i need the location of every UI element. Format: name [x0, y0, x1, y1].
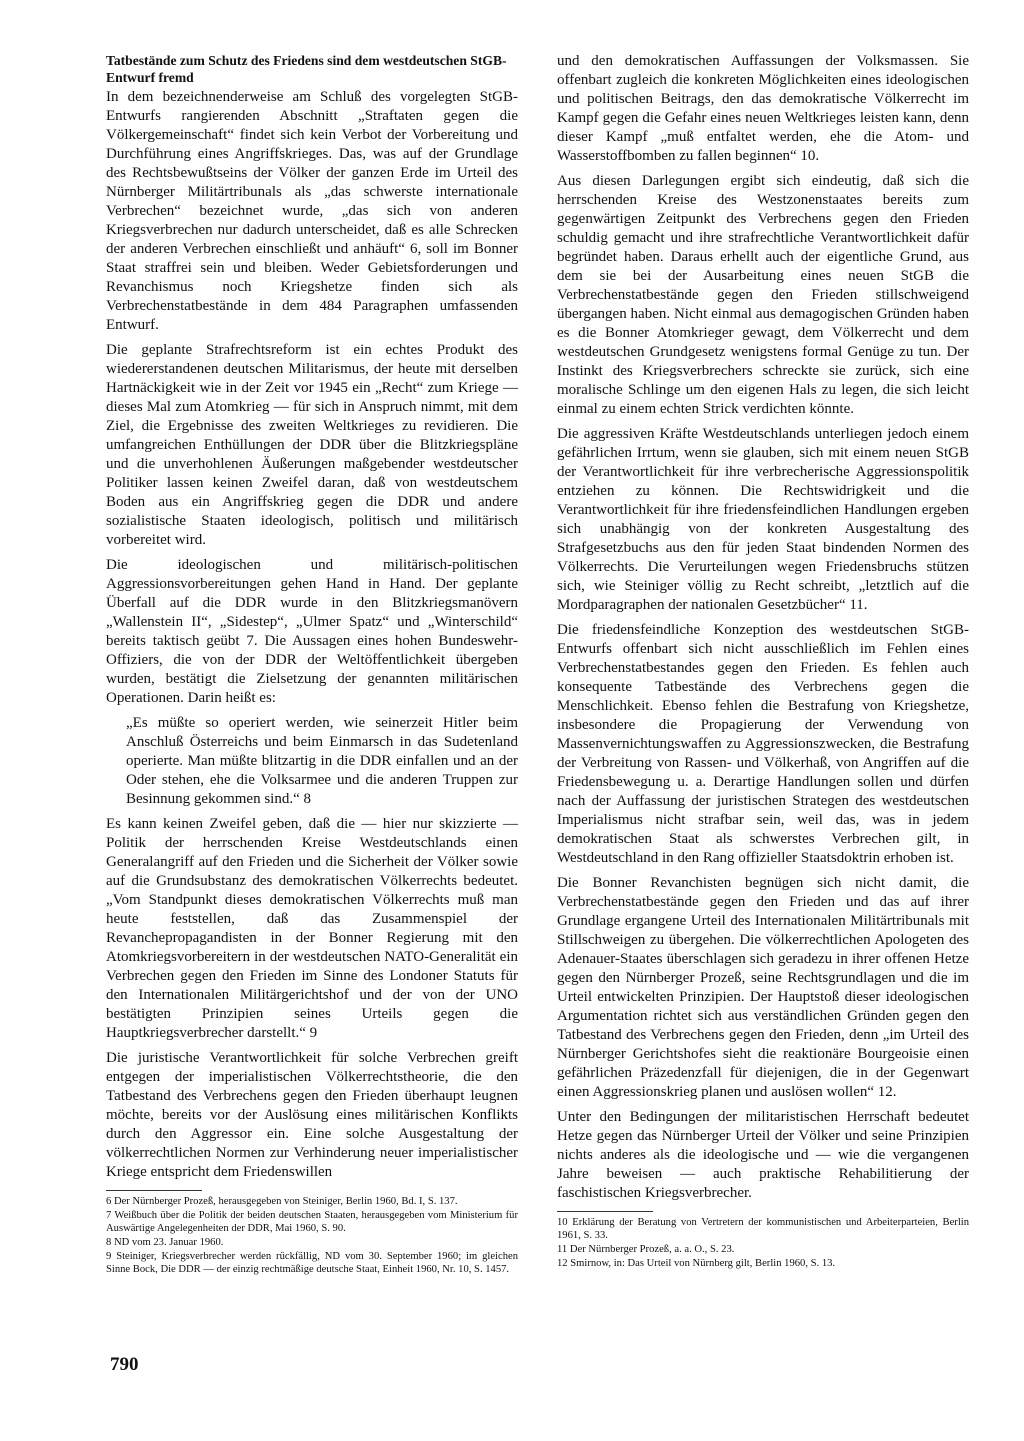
body-paragraph: Unter den Bedingungen der militaristischen Herrschaft bedeutet Hetze gegen das Nürnberger Urteil der Völker und seine Prinzipien nichts anderes als die ideologische und — wie die vergangenen Jahre beweisen — auch praktische Rehabilitierung der faschistischen Kriegsverbrecher. — [557, 1109, 969, 1201]
footnote-divider — [106, 1190, 202, 1191]
footnote: 9 Steiniger, Kriegsverbrecher werden rückfällig, ND vom 30. September 1960; im gleichen Sinne Bock, Die DDR — der einzig rechtmäßige deutsche Staat, Einheit 1960, Nr. 10, S. 1457. — [106, 1251, 518, 1275]
footnote-divider — [557, 1211, 653, 1212]
body-paragraph: Die juristische Verantwortlichkeit für solche Verbrechen greift entgegen der imperialistischen Völkerrechtstheorie, die den Tatbestand des Verbrechens gegen den Frieden überhaupt leugnen möchte, bereits vor der Auslösung eines militärischen Konflikts durch den Aggressor ein. Eine solche Ausgestaltung der völkerrechtlichen Normen zur Verhinderung neuer imperialistischer Kriege entspricht dem Friedenswillen — [106, 1050, 518, 1180]
body-paragraph: Die aggressiven Kräfte Westdeutschlands unterliegen jedoch einem gefährlichen Irrtum, wenn sie glauben, sich mit einem neuen StGB der Verantwortlichkeit für ihre verbrecherische Aggressionspolitik entziehen zu können. Die Rechtswidrigkeit und die Verantwortlichkeit für ihre friedensfeindlichen Handlungen ergeben sich unabhängig von der konkreten Ausgestaltung des Strafgesetzbuchs aus den für jeden Staat bindenden Normen des Völkerrechts. Die Verurteilungen wegen Friedensbruchs stützen sich, wie Steiniger völlig zu Recht schreibt, „letztlich auf die Mordparagraphen der nationalen Gesetzbücher“ 11. — [557, 426, 969, 613]
footnote: 11 Der Nürnberger Prozeß, a. a. O., S. 23. — [557, 1244, 735, 1255]
page-number: 790 — [110, 1354, 139, 1375]
body-paragraph: und den demokratischen Auffassungen der Volksmassen. Sie offenbart zugleich die konkreten Möglichkeiten eines ideologischen und politischen Beitrags, den das demokratische Völkerrecht im Kampf gegen die Gefahr eines neuen Weltkrieges leisten kann, denn dieser Kampf „muß entfaltet werden, ehe die Atom- und Wasserstoffbomben zu fallen beginnen“ 10. — [557, 53, 969, 164]
block-quote: „Es müßte so operiert werden, wie seinerzeit Hitler beim Anschluß Österreichs und beim Einmarsch in das Sudetenland operierte. Man müßte blitzartig in die DDR einfallen und an der Oder stehen, ehe die Volksarmee und die anderen Truppen zur Besinnung gekommen sind.“ 8 — [126, 715, 518, 807]
footnote: 7 Weißbuch über die Politik der beiden deutschen Staaten, herausgegeben vom Ministerium für Auswärtige Angelegenheiten der DDR, Mai 1960, S. 90. — [106, 1210, 518, 1234]
body-paragraph: Die Bonner Revanchisten begnügen sich nicht damit, die Verbrechenstatbestände gegen den Frieden und das auf ihrer Grundlage ergangene Urteil des Internationalen Militärtribunals mit Stillschweigen zu übergehen. Die völkerrechtlichen Apologeten des Adenauer-Staates überschlagen sich geradezu in ihrer offenen Hetze gegen den Nürnberger Prozeß, seine Rechtsgrundlagen und die im Urteil entwickelten Prinzipien. Der Hauptstoß dieser ideologischen Argumentation richtet sich aus verständlichen Gründen gegen den Tatbestand des Verbrechens gegen den Frieden, denn „im Urteil des Nürnberger Gerichtshofes sieht die reaktionäre Bourgeoisie einen gefährlichen Präzedenzfall für diejenigen, die in der Gegenwart einen Aggressionskrieg planen und auslösen wollen“ 12. — [557, 875, 969, 1100]
footnote: 8 ND vom 23. Januar 1960. — [106, 1237, 224, 1248]
right-column — [557, 52, 969, 1271]
body-paragraph: Die friedensfeindliche Konzeption des westdeutschen StGB-Entwurfs offenbart sich nicht ausschließlich im Fehlen eines Verbrechenstatbestandes gegen den Frieden. Es fehlen auch konsequente Tatbestände des Verbrechens gegen die Menschlichkeit. Ebenso fehlen die Bestrafung von Kriegshetze, insbesondere die Propagierung der Verwendung von Massenvernichtungswaffen zu Aggressionszwecken, die Bestrafung der Verbreitung von Rassen- und Völkerhaß, von Angriffen auf die Friedensbewegung u. a. Derartige Handlungen sollen und dürfen nach der Auffassung der juristischen Strategen des westdeutschen Imperialismus nicht strafbar sein, weil das, was in jedem demokratischen Staat als schwerstes Verbrechen gilt, in Westdeutschland in den Rang offizieller Staatsdoktrin erhoben ist. — [557, 622, 969, 866]
footnote: 12 Smirnow, in: Das Urteil von Nürnberg gilt, Berlin 1960, S. 13. — [557, 1258, 836, 1269]
body-paragraph: Es kann keinen Zweifel geben, daß die — hier nur skizzierte — Politik der herrschenden Kreise Westdeutschlands einen Generalangriff auf den Frieden und die Sicherheit der Völker sowie auf die Grundsubstanz des demokratischen Völkerrechts bedeutet. „Vom Standpunkt dieses demokratischen Völkerrechts muß man heute feststellen, daß das Zusammenspiel der Revanchepropagandisten in der Bonner Regierung mit den Atomkriegsvorbereitern in der westdeutschen NATO-Generalität ein Verbrechen gegen den Frieden im Sinne des Londoner Statuts für den Internationalen Militärgerichtshof und der von der UNO bestätigten Prinzipien seines Urteils gegen die Hauptkriegsverbrecher darstellt.“ 9 — [106, 816, 518, 1041]
footnote: 6 Der Nürnberger Prozeß, herausgegeben von Steiniger, Berlin 1960, Bd. I, S. 137. — [106, 1196, 458, 1207]
body-paragraph: Aus diesen Darlegungen ergibt sich eindeutig, daß sich die herrschenden Kreise des Westzonenstaates bereits zum gegenwärtigen Zeitpunkt des Verbrechens gegen den Frieden schuldig gemacht und ihre strafrechtliche Verantwortlichkeit dafür begründet haben. Daraus erhellt auch der eigentliche Grund, aus dem sie bei der Ausarbeitung eines neuen StGB die Verbrechenstatbestände gegen den Frieden stillschweigend übergangen haben. Nicht einmal aus demagogischen Gründen haben es die Bonner Atomkrieger gewagt, dem Völkerrecht und dem westdeutschen Grundgesetz wenigstens formal Genüge zu tun. Der Instinkt des Kriegsverbrechers schreckte sie zurück, sich eine moralische Schlinge um den eigenen Hals zu legen, die sich leicht einmal zu einem echten Strick verdichten könnte. — [557, 173, 969, 417]
section-heading: Tatbestände zum Schutz des Friedens sind dem westdeutschen StGB-Entwurf fremd — [106, 53, 507, 85]
body-paragraph: Die ideologischen und militärisch-politischen Aggressionsvorbereitungen gehen Hand in Hand. Der geplante Überfall auf die DDR wurde in den Blitzkriegsmanövern „Wallenstein II“, „Sidestep“, „Ulmer Spatz“ und „Winterschild“ bereits taktisch geübt 7. Die Aussagen eines hohen Bundeswehr-Offiziers, die von der DDR der Weltöffentlichkeit übergeben wurden, bestätigt die Zielsetzung der genannten militärischen Operationen. Darin heißt es: — [106, 557, 518, 706]
body-paragraph: Die geplante Strafrechtsreform ist ein echtes Produkt des wiedererstandenen deutschen Militarismus, der heute mit derselben Hartnäckigkeit wie in der Zeit vor 1945 ein „Recht“ zum Kriege — dieses Mal zum Atomkrieg — für sich in Anspruch nimmt, mit dem Ziel, die Ergebnisse des zweiten Weltkrieges zu revidieren. Die umfangreichen Enthüllungen der DDR über die Blitzkriegspläne und die unverhohlenen Äußerungen maßgebender westdeutscher Politiker lassen keinen Zweifel daran, daß von westdeutschem Boden aus ein Angriffskrieg gegen die DDR und andere sozialistische Staaten ideologisch, politisch und militärisch vorbereitet wird. — [106, 342, 518, 548]
left-column — [106, 52, 518, 1277]
footnote: 10 Erklärung der Beratung von Vertretern der kommunistischen und Arbeiterparteien, Berlin 1961, S. 33. — [557, 1217, 969, 1241]
body-paragraph: In dem bezeichnenderweise am Schluß des vorgelegten StGB-Entwurfs rangierenden Abschnitt „Straftaten gegen die Völkergemeinschaft“ findet sich kein Verbot der Vorbereitung und Durchführung eines Angriffskrieges. Das, was auf der Grundlage des Rechtsbewußtseins der Völker der ganzen Erde im Urteil des Nürnberger Militärtribunals als „das schwerste internationale Verbrechen“ bezeichnet wurde, „das sich von anderen Kriegsverbrechen nur dadurch unterscheidet, daß es alle Schrecken der anderen Verbrechen einschließt und anhäuft“ 6, soll im Bonner Staat straffrei sein und bleiben. Weder Gebietsforderungen und Revanchismus noch Kriegshetze finden sich als Verbrechenstatbestände in dem 484 Paragraphen umfassenden Entwurf. — [106, 89, 518, 333]
